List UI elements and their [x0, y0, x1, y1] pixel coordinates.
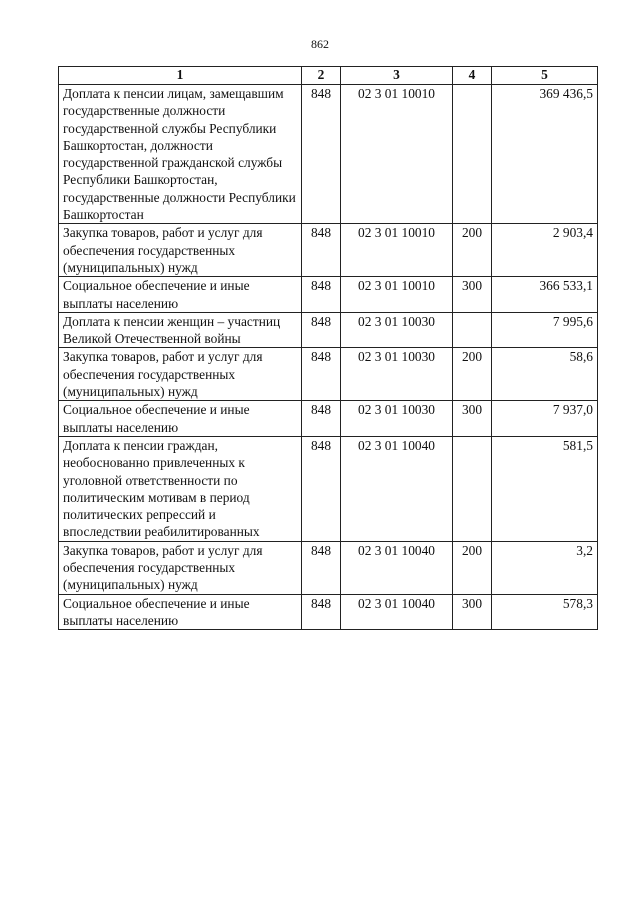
row-type: 200 — [453, 541, 492, 594]
row-type: 200 — [453, 348, 492, 401]
row-code: 848 — [302, 85, 341, 224]
row-type: 200 — [453, 224, 492, 277]
row-amount: 7 995,6 — [492, 312, 598, 348]
row-target: 02 3 01 10040 — [341, 436, 453, 541]
header-col-2: 2 — [302, 67, 341, 85]
header-col-4: 4 — [453, 67, 492, 85]
table-row — [59, 85, 598, 224]
row-name: Доплата к пенсии граждан, необоснованно привлеченных к уголовной ответственности по политическим мотивам в период политических репрессий и впоследствии реабилитированных — [59, 436, 302, 541]
row-amount: 581,5 — [492, 436, 598, 541]
row-name: Социальное обеспечение и иные выплаты населению — [59, 594, 302, 630]
row-target: 02 3 01 10040 — [341, 594, 453, 630]
row-target: 02 3 01 10010 — [341, 85, 453, 224]
row-type: 300 — [453, 277, 492, 313]
row-type — [453, 436, 492, 541]
row-code: 848 — [302, 401, 341, 437]
row-type — [453, 85, 492, 224]
page-number: 862 — [311, 37, 329, 51]
table-row — [59, 224, 598, 277]
row-type — [453, 312, 492, 348]
row-code: 848 — [302, 541, 341, 594]
row-code: 848 — [302, 312, 341, 348]
row-code: 848 — [302, 436, 341, 541]
row-amount: 578,3 — [492, 594, 598, 630]
header-col-5: 5 — [492, 67, 598, 85]
row-code: 848 — [302, 348, 341, 401]
row-name: Закупка товаров, работ и услуг для обеспечения государственных (муниципальных) нужд — [59, 224, 302, 277]
row-type: 300 — [453, 594, 492, 630]
row-type: 300 — [453, 401, 492, 437]
row-amount: 369 436,5 — [492, 85, 598, 224]
row-name: Доплата к пенсии лицам, замещавшим государственные должности государственной службы Республики Башкортостан, должности государственной гражданской службы Республики Башкортостан, государственные должности Республики Башкортостан — [59, 85, 302, 224]
header-row — [59, 67, 598, 85]
table-body — [59, 85, 598, 630]
budget-table — [58, 66, 598, 630]
row-target: 02 3 01 10030 — [341, 348, 453, 401]
table-header — [59, 67, 598, 85]
row-target: 02 3 01 10030 — [341, 312, 453, 348]
row-amount: 58,6 — [492, 348, 598, 401]
table-row — [59, 277, 598, 313]
row-target: 02 3 01 10040 — [341, 541, 453, 594]
table-row — [59, 401, 598, 437]
header-col-1: 1 — [59, 67, 302, 85]
table-row — [59, 594, 598, 630]
row-target: 02 3 01 10030 — [341, 401, 453, 437]
row-code: 848 — [302, 224, 341, 277]
row-target: 02 3 01 10010 — [341, 277, 453, 313]
row-name: Социальное обеспечение и иные выплаты населению — [59, 401, 302, 437]
row-amount: 7 937,0 — [492, 401, 598, 437]
table-row — [59, 348, 598, 401]
header-col-3: 3 — [341, 67, 453, 85]
row-name: Закупка товаров, работ и услуг для обеспечения государственных (муниципальных) нужд — [59, 348, 302, 401]
row-amount: 3,2 — [492, 541, 598, 594]
row-code: 848 — [302, 277, 341, 313]
table-row — [59, 312, 598, 348]
row-target: 02 3 01 10010 — [341, 224, 453, 277]
row-name: Социальное обеспечение и иные выплаты населению — [59, 277, 302, 313]
row-name: Доплата к пенсии женщин – участниц Великой Отечественной войны — [59, 312, 302, 348]
table-row — [59, 541, 598, 594]
row-amount: 2 903,4 — [492, 224, 598, 277]
row-code: 848 — [302, 594, 341, 630]
row-name: Закупка товаров, работ и услуг для обеспечения государственных (муниципальных) нужд — [59, 541, 302, 594]
table-row — [59, 436, 598, 541]
row-amount: 366 533,1 — [492, 277, 598, 313]
